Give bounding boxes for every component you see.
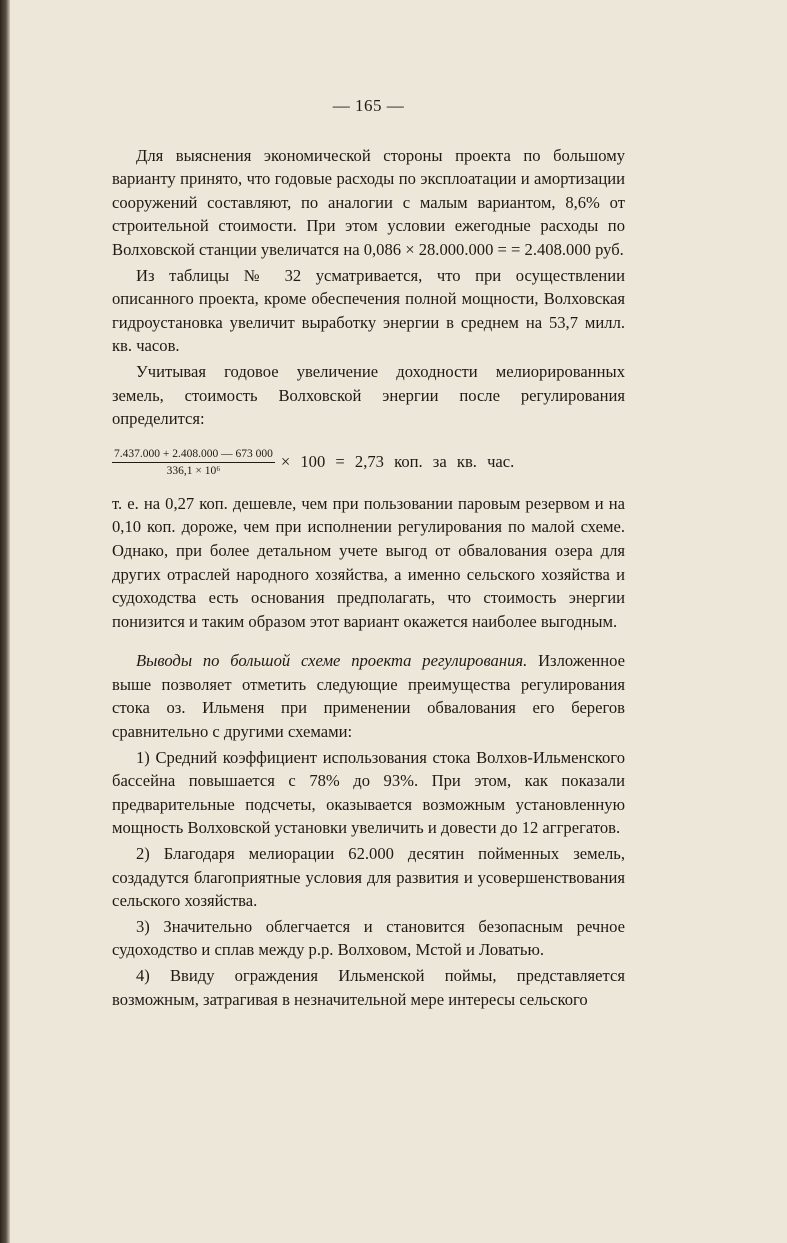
formula-numerator: 7.437.000 + 2.408.000 — 673 000	[112, 447, 275, 463]
list-item: 2) Благодаря мелиорации 62.000 десятин пойменных земель, создадутся благоприятные условия для развития и усовершенствования сельского хозяйства.	[112, 844, 625, 911]
paragraph-energy-cost: Учитывая годовое увеличение доходности мелиорированных земель, стоимость Волховской энергии после регулирования определится:	[112, 361, 625, 429]
formula-denominator: 336,1 × 10⁶	[166, 464, 221, 477]
list-item: 1) Средний коэффициент использования стока Волхов-Ильменского бассейна повышается с 78% до 93%. При этом, как показали предварительные подсчеты, оказывается возможным установленную мощность Волховской установки увеличить и довести до 12 аггрегатов.	[112, 747, 625, 838]
page-number: — 165 —	[332, 96, 405, 115]
paragraph-comparison: т. е. на 0,27 коп. дешевле, чем при пользовании паровым резервом и на 0,10 коп. дороже, чем при исполнении регулирования по малой схеме. Однако, при более детальном учете выгод от обвалования озера для других отраслей народного хозяйства, а именно сельского хозяйства и судоходства есть основания предполагать, что стоимость энергии понизится и таким образом этот вариант окажется наиболее выгодным.	[112, 493, 625, 631]
conclusions-heading: Выводы по большой схеме проекта регулирования.	[136, 651, 528, 671]
advantages-list	[112, 746, 625, 1012]
formula-result: × 100 = 2,73 коп. за кв. час.	[280, 452, 515, 472]
book-page	[112, 94, 625, 1011]
paragraph-expenses: Для выяснения экономической стороны проекта по большому варианту принято, что годовые расходы по эксплоатации и амортизации сооружений составляют, по аналогии с малым вариантом, 8,6% от строительной стоимости. При этом условии ежегодные расходы по Волховской станции увеличатся на 0,086 × 28.000.000 = = 2.408.000 руб.	[112, 145, 625, 259]
conclusions-intro: Изложенное выше позволяет отметить следующие преимущества регулирования стока оз. Ильменя при применении обвалования его берегов сравнительно с другими схемами:	[112, 651, 626, 742]
paragraph-table-32: Из таблицы № 32 усматривается, что при осуществлении описанного проекта, кроме обеспечения полной мощности, Волховская гидроустановка увеличит выработку энергии в среднем на 53,7 милл. кв. часов.	[112, 265, 625, 356]
formula-fraction	[112, 447, 275, 478]
cost-formula	[112, 447, 625, 478]
list-item: 4) Ввиду ограждения Ильменской поймы, представляется возможным, затрагивая в незначительной мере интересы сельского	[112, 966, 625, 1009]
book-spine-shadow	[0, 0, 10, 1243]
paragraph-conclusions	[112, 649, 625, 743]
list-item: 3) Значительно облегчается и становится безопасным речное судоходство и сплав между р.р. Волховом, Мстой и Ловатью.	[112, 916, 625, 960]
